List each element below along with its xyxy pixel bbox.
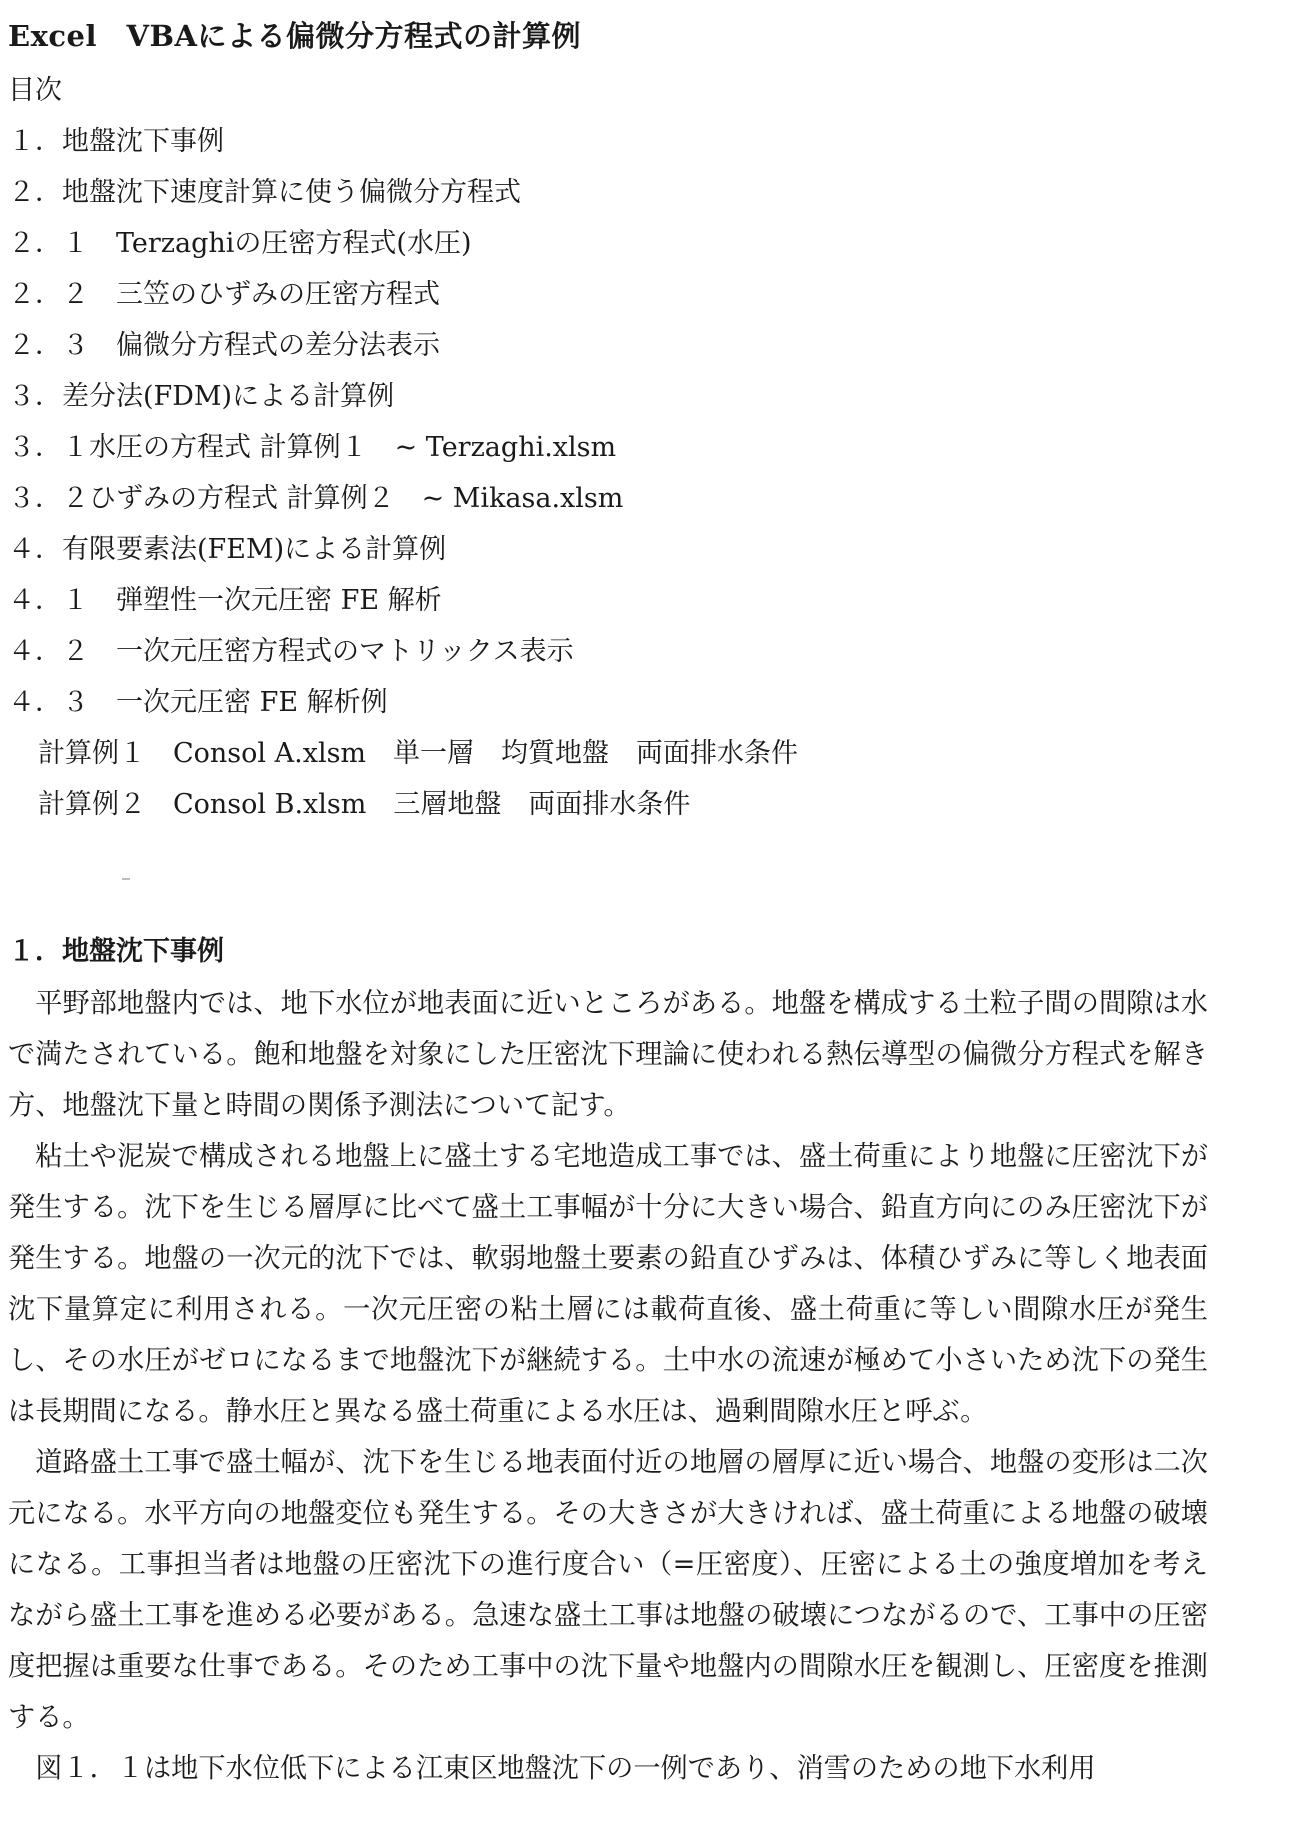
toc-item xyxy=(8,677,1288,728)
toc-item xyxy=(8,116,1288,167)
body-paragraph: 道路盛土工事で盛土幅が、沈下を生じる地表面付近の地層の層厚に近い場合、地盤の変形は二次元になる。水平方向の地盤変位も発生する。その大きさが大きければ、盛土荷重による地盤の破壊になる。工事担当者は地盤の圧密沈下の進行度合い（=圧密度）、圧密による土の強度増加を考えながら盛土工事を進める必要がある。急速な盛土工事は地盤の破壊につながるので、工事中の圧密度把握は重要な仕事である。そのため工事中の沈下量や地盤内の間隙水圧を観測し、圧密度を推測する。 xyxy=(8,1447,1208,1733)
body-paragraph: 粘土や泥炭で構成される地盤上に盛土する宅地造成工事では、盛土荷重により地盤に圧密沈下が発生する。沈下を生じる層厚に比べて盛土工事幅が十分に大きい場合、鉛直方向にのみ圧密沈下が発生する。地盤の一次元的沈下では、軟弱地盤土要素の鉛直ひずみは、体積ひずみに等しく地表面沈下量算定に利用される。一次元圧密の粘土層には載荷直後、盛土荷重に等しい間隙水圧が発生し、その水圧がゼロになるまで地盤沈下が継続する。土中水の流速が極めて小さいため沈下の発生は長期間になる。静水圧と異なる盛土荷重による水圧は、過剰間隙水圧と呼ぶ。 xyxy=(8,1141,1208,1427)
toc-item-text: 一次元圧密 FE 解析例 xyxy=(89,687,388,718)
toc-item xyxy=(8,422,1288,473)
toc-example-item: 計算例２ Consol B.xlsm 三層地盤 両面排水条件 xyxy=(38,789,691,820)
scan-mark xyxy=(122,878,130,880)
toc-item-text: 一次元圧密方程式のマトリックス表示 xyxy=(89,636,574,667)
toc-item-text: 水圧の方程式 計算例１ ~ Terzaghi.xlsm xyxy=(89,432,617,463)
toc-item-text: ひずみの方程式 計算例２ ~ Mikasa.xlsm xyxy=(89,483,624,514)
toc-item-number: ３．２ xyxy=(8,483,89,514)
toc-example-item: 計算例１ Consol A.xlsm 単一層 均質地盤 両面排水条件 xyxy=(38,738,799,769)
document-title: Excel VBAによる偏微分方程式の計算例 xyxy=(8,19,582,53)
toc-item-number: ４．３ xyxy=(8,687,89,718)
toc-item-number: ２． xyxy=(8,177,62,208)
toc-item xyxy=(8,320,1288,371)
toc-item-number: ２．２ xyxy=(8,279,89,310)
toc-item-number: １． xyxy=(8,126,62,157)
toc-item-number: ４． xyxy=(8,534,62,565)
toc-heading: 目次 xyxy=(8,75,62,106)
toc-item-number: ３． xyxy=(8,381,62,412)
toc-item-text: 地盤沈下速度計算に使う偏微分方程式 xyxy=(62,177,521,208)
toc-item-text: 有限要素法(FEM)による計算例 xyxy=(62,534,447,565)
toc-item-text: 差分法(FDM)による計算例 xyxy=(62,381,395,412)
toc-item-number: ４．１ xyxy=(8,585,89,616)
section-heading: １．地盤沈下事例 xyxy=(8,936,224,967)
toc-item xyxy=(8,167,1288,218)
toc-item-text: 三笠のひずみの圧密方程式 xyxy=(89,279,440,310)
body-paragraph: 平野部地盤内では、地下水位が地表面に近いところがある。地盤を構成する土粒子間の間隙は水で満たされている。飽和地盤を対象にした圧密沈下理論に使われる熱伝導型の偏微分方程式を解き方、地盤沈下量と時間の関係予測法について記す。 xyxy=(8,988,1208,1121)
toc-item xyxy=(8,473,1288,524)
toc-item-number: ３．１ xyxy=(8,432,89,463)
table-of-contents xyxy=(8,66,1288,830)
toc-item-text: 偏微分方程式の差分法表示 xyxy=(89,330,440,361)
toc-item-text: 弾塑性一次元圧密 FE 解析 xyxy=(89,585,442,616)
toc-item xyxy=(8,371,1288,422)
toc-item xyxy=(8,269,1288,320)
toc-item-number: ４．２ xyxy=(8,636,89,667)
toc-item xyxy=(8,575,1288,626)
toc-item xyxy=(8,524,1288,575)
toc-item xyxy=(8,218,1288,269)
toc-item-number: ２．１ xyxy=(8,228,89,259)
section-1 xyxy=(8,926,1208,1794)
toc-item xyxy=(8,626,1288,677)
toc-item-text: Terzaghiの圧密方程式(水圧) xyxy=(89,228,472,259)
toc-item-text: 地盤沈下事例 xyxy=(62,126,224,157)
body-paragraph: 図１．１は地下水位低下による江東区地盤沈下の一例であり、消雪のための地下水利用 xyxy=(35,1753,1096,1784)
toc-item-number: ２．３ xyxy=(8,330,89,361)
